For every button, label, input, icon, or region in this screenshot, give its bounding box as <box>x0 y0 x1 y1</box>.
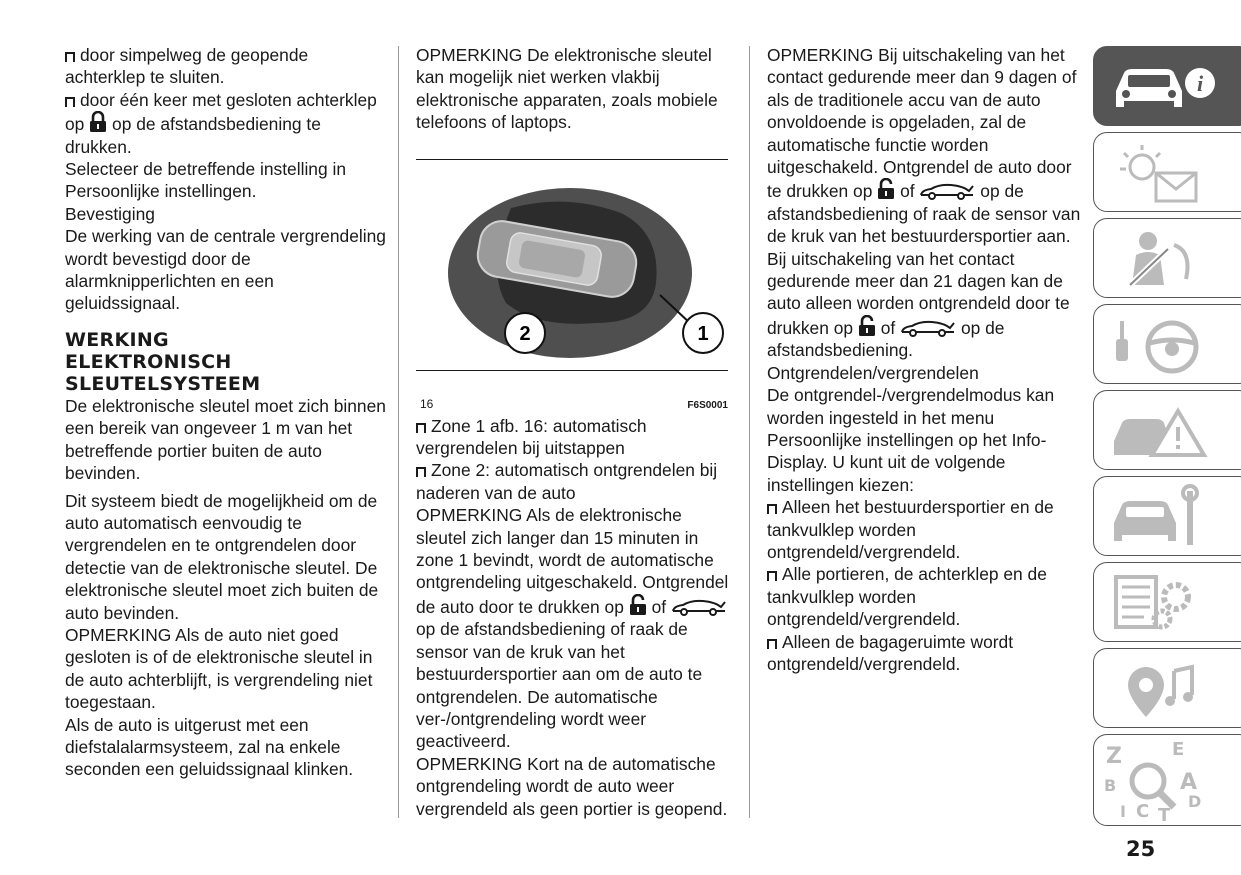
figure-16 <box>416 159 734 435</box>
tab-safety[interactable] <box>1093 218 1241 298</box>
unlock-icon <box>858 315 876 337</box>
steering-wheel-icon <box>1108 311 1218 381</box>
index-icon <box>1100 737 1220 823</box>
svg-text:E: E <box>1172 739 1185 760</box>
emergency-icon <box>1108 397 1218 467</box>
tab-multimedia[interactable] <box>1093 648 1241 728</box>
bullet-icon <box>416 467 426 477</box>
svg-text:Z: Z <box>1106 744 1122 769</box>
paragraph: De werking van de centrale vergrendeling wordt bevestigd door de alarmknipperlichten en een geluidssignaal. <box>65 226 386 314</box>
paragraph: Bij uitschakeling van het contact gedurende meer dan 21 dagen kan de auto alleen worden ontgrendeld door te drukken op of op de afstandsbediening. <box>767 248 1070 361</box>
tab-starting-driving[interactable] <box>1093 304 1241 384</box>
safety-icon <box>1108 225 1218 295</box>
figure-bottom-rule <box>416 370 728 371</box>
tab-warning-lights[interactable] <box>1093 132 1241 212</box>
note-paragraph: OPMERKING Bij uitschakeling van het contact gedurende meer dan 9 dagen of als de traditionele accu van de auto onvoldoende is opgeladen, zal de automatische functie worden uitgeschakeld. Ontgrendel de auto door te drukken op of op de afstandsbediening of raak de sensor van de kruk van het bestuurdersportier aan. <box>767 45 1081 247</box>
paragraph: Selecteer de betreffende instelling in Persoonlijke instellingen. <box>65 159 347 202</box>
note-paragraph: OPMERKING Kort na de automatische ontgrendeling wordt de auto weer vergrendeld als geen portier is geopend. <box>416 753 728 819</box>
zone-2-label: 2 <box>519 322 531 345</box>
svg-text:B: B <box>1104 776 1117 795</box>
note-paragraph: OPMERKING De elektronische sleutel kan mogelijk niet werken vlakbij elektronische apparaten, zoals mobiele telefoons of laptops. <box>416 45 718 133</box>
svg-text:I: I <box>1120 802 1126 821</box>
column-1 <box>65 44 387 781</box>
note-paragraph: OPMERKING Als de auto niet goed gesloten is of de elektronische sleutel in de auto achterblijft, is vergrendeling niet toegestaan. <box>65 624 373 713</box>
bullet-icon <box>767 504 777 514</box>
page-number: 25 <box>1126 837 1156 861</box>
section-heading: WERKING ELEKTRONISCH SLEUTELSYSTEEM <box>65 328 261 395</box>
column-3 <box>767 44 1087 675</box>
subheading-bevestiging: Bevestiging <box>65 203 155 224</box>
tab-car-info[interactable] <box>1093 46 1241 126</box>
bullet-item: Zone 2: automatisch ontgrendelen bij naderen van de auto <box>416 460 718 503</box>
multimedia-icon <box>1108 655 1218 725</box>
lock-icon <box>89 111 107 133</box>
bullet-item: Alleen de bagageruimte wordt ontgrendeld/vergrendeld. <box>767 631 1014 674</box>
car-tailgate-icon <box>671 598 727 616</box>
svg-text:i: i <box>1196 71 1204 96</box>
bullet-icon <box>65 52 75 62</box>
bullet-item: Alle portieren, de achterklep en de tankvulklep worden ontgrendeld/vergrendeld. <box>767 564 1047 630</box>
tab-maintenance[interactable] <box>1093 476 1241 556</box>
column-divider <box>398 46 399 818</box>
car-tailgate-icon <box>900 319 956 337</box>
figure-code: F6S0001 <box>687 399 728 411</box>
tab-emergency[interactable] <box>1093 390 1241 470</box>
paragraph: Als de auto is uitgerust met een diefstalalarmsysteem, zal na enkele seconden een geluidssignaal klinken. <box>65 714 354 780</box>
zone-1-label: 1 <box>697 322 709 345</box>
unlock-icon <box>629 594 647 616</box>
bullet-icon <box>65 97 75 107</box>
tab-technical-data[interactable] <box>1093 562 1241 642</box>
bullet-item: Alleen het bestuurdersportier en de tankvulklep worden ontgrendeld/vergrendeld. <box>767 497 1054 562</box>
tab-index[interactable] <box>1093 734 1241 826</box>
zones-diagram <box>416 173 728 383</box>
column-divider <box>749 46 750 818</box>
subheading-ontgrendelen: Ontgrendelen/vergrendelen <box>767 362 979 383</box>
maintenance-icon <box>1108 483 1218 553</box>
bullet-item: door simpelweg de geopende achterklep te sluiten. <box>65 45 309 88</box>
paragraph: De ontgrendel-/vergrendelmodus kan worden ingesteld in het menu Persoonlijke instellingen op het Info-Display. U kunt uit de volgende instellingen kiezen: <box>767 385 1055 495</box>
bullet-icon <box>767 571 777 581</box>
bullet-item: door één keer met gesloten achterklep op op de afstandsbediening te drukken. <box>65 89 377 157</box>
bullet-item: Zone 1 afb. 16: automatisch vergrendelen bij uitstappen <box>416 415 647 459</box>
svg-text:C: C <box>1136 801 1150 822</box>
column-2 <box>416 44 734 820</box>
bullet-icon <box>767 639 777 649</box>
paragraph: Dit systeem biedt de mogelijkheid om de auto automatisch eenvoudig te vergrendelen en te ontgrendelen door detectie van de elektronische sleutel. De elektronische sleutel moet zich buiten de auto bevinden. <box>65 490 379 623</box>
figure-number: 16 <box>420 396 434 411</box>
warning-lights-icon <box>1108 139 1218 209</box>
car-info-icon <box>1108 53 1218 123</box>
svg-text:T: T <box>1158 805 1171 823</box>
figure-top-rule <box>416 159 728 160</box>
svg-text:A: A <box>1180 770 1198 795</box>
svg-text:D: D <box>1188 792 1202 811</box>
technical-data-icon <box>1108 569 1218 639</box>
car-tailgate-icon <box>919 182 975 200</box>
unlock-icon <box>877 178 895 200</box>
note-paragraph: OPMERKING Als de elektronische sleutel zich langer dan 15 minuten in zone 1 bevindt, wordt de automatische ontgrendeling uitgeschakeld. Ontgrendel de auto door te drukken op of op de afstandsbediening of raak de sensor van de kruk van het bestuurdersportier aan om de auto te ontgrendelen. De automatische ver-/ontgrendeling wordt weer geactiveerd. <box>416 505 729 752</box>
paragraph: De elektronische sleutel moet zich binnen een bereik van ongeveer 1 m van het betreffende portier buiten de auto bevinden. <box>65 395 386 484</box>
